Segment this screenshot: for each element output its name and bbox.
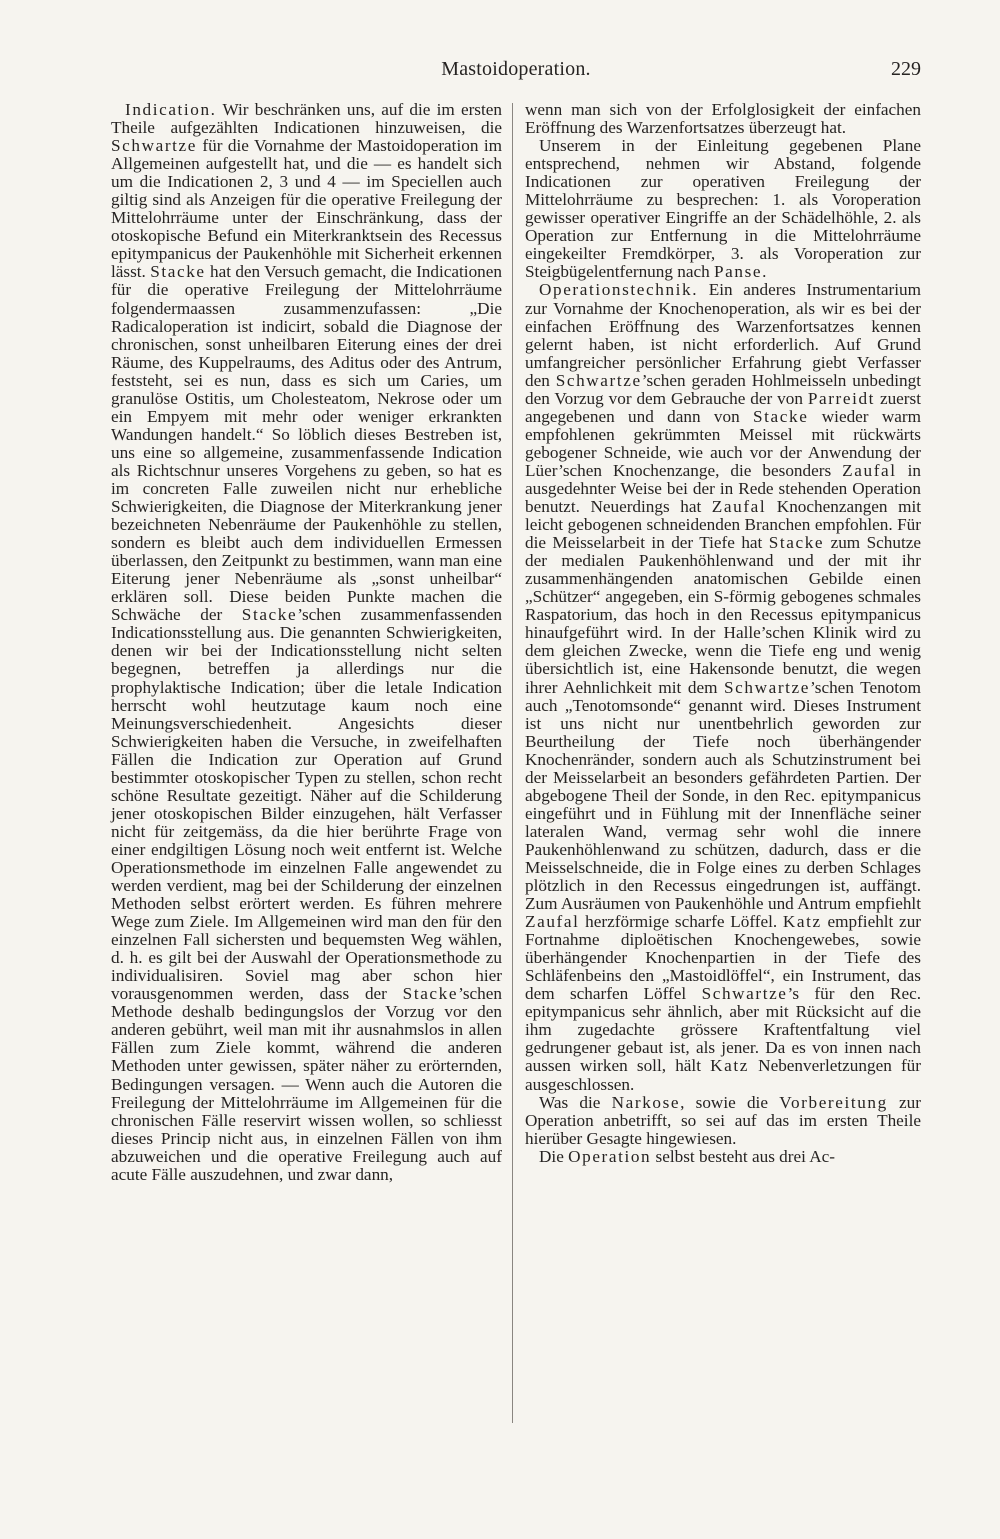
text-run: Nebenverletzungen für ausgeschlossen. <box>525 1056 921 1094</box>
column-divider <box>512 103 513 1423</box>
text-run: Ein anderes Instrumentarium zur Vornahme der Knochenoperation, als wir es bei der einfachen Eröffnung des Warzenfortsatzes kennen gelernt haben, ist nicht erforderlich. Auf Grund umfangreicher persönlicher Erfahrung giebt Verfasser den <box>525 280 921 390</box>
text-run: selbst besteht aus drei Ac- <box>651 1146 836 1166</box>
text-run: . <box>762 262 767 282</box>
section-heading-operationstechnik: Operationstechnik. <box>539 280 699 300</box>
text-run: , sowie die <box>680 1092 780 1112</box>
text-run: empfiehlt zur Fortnahme diploëtischen Knochengewebes, sowie überhängender Knochenpartien in der Tiefe des Schläfenbeins den „Mastoidlöffel“, ein Instrument, das dem scharfen Löffel <box>525 912 922 1004</box>
text-run: ’schen geraden Hohlmeisseln unbedingt den Vorzug vor dem Gebrauche der von <box>525 370 921 408</box>
text-run: in ausgedehnter Weise bei der in Rede stehenden Operation benutzt. Neuerdings hat <box>525 460 922 517</box>
text-run: wieder warm empfohlenen gekrümmten Meissel mit rückwärts gebogener Schneide, wie auch vor der Anwendung der Lüer’schen Knochenzange, die besonders <box>525 406 921 480</box>
paragraph-operationstechnik <box>525 281 921 1093</box>
author-name: Stacke <box>753 406 809 426</box>
text-run: Wir beschränken uns, auf die im ersten Theile aufgezählten Indicationen hinzuweisen, die <box>111 100 502 138</box>
author-name: Schwartze <box>555 370 642 390</box>
text-run: zur Operation anbetrifft, so sei auf das im ersten Theile hierüber Gesagte hingewiesen. <box>525 1092 921 1148</box>
running-head <box>111 58 921 84</box>
text-run: wenn man sich von der Erfolglosigkeit der einfachen Eröffnung des Warzenfortsatzes überzeugt hat. <box>525 100 921 138</box>
author-name: Stacke <box>241 605 298 625</box>
left-column <box>111 101 502 1184</box>
author-name: Zaufal <box>711 497 767 517</box>
text-run: herzförmige scharfe Löffel. <box>579 912 783 932</box>
text-run: ’s für den Rec. epitympanicus sehr ähnlich, aber mit Rücksicht auf die ihm zugedachte grössere Kraftentfaltung viel gedrungener gebaut ist, als jener. Da es von innen nach aussen wirken soll, hält <box>525 984 922 1076</box>
text-run: Was die <box>539 1092 612 1112</box>
text-run: zuerst angegebenen und dann von <box>525 388 921 426</box>
text-run: ’schen Tenotom auch „Tenotomsonde“ genannt wird. Dieses Instrument ist uns nicht nur unentbehrlich geworden zur Beurtheilung der Tiefe noch überhängender Knochenränder, sondern auch als Schutzinstrument bei der Meisselarbeit an besonders gefährdeten Partien. Der abgebogene Theil der Sonde, in den Rec. epitympanicus eingeführt und in Fühlung mit der Innenfläche seiner lateralen Wand, vermag sehr wohl die innere Paukenhöhlenwand zu schützen, dadurch, dass er die Meisselschneide, die in Folge eines zu derben Schlages plötzlich in den Recessus eingedrungen ist, auffängt. Zum Ausräumen von Paukenhöhle und Antrum empfiehlt <box>525 677 922 914</box>
author-name: Parreidt <box>807 388 876 408</box>
text-run: ’schen Methode deshalb bedingungslos der Vorzug vor den anderen gebührt, weil man mit ihr ausnahmslos in allen Fällen zum Ziele kommt, während die anderen Methoden unter gewissen, später näher zu erörternden, Bedingungen versagen. — Wenn auch die Autoren die Freilegung der Mittelohrräume im Allgemeinen für die chronischen Fälle reservirt wissen wollen, so schliesst dieses Princip nicht aus, in einzelnen Fällen von ihm abzuweichen und die operative Freilegung auch auf acute Fälle auszudehnen, und zwar dann, <box>111 984 502 1184</box>
author-name: Katz <box>782 912 822 932</box>
section-heading-indication: Indication. <box>125 100 217 119</box>
emphasis-term: Operation <box>568 1146 652 1166</box>
text-run: Knochenzangen mit leicht gebogenen schneidenden Branchen empfohlen. Für die Meisselarbeit in der Tiefe hat <box>525 497 921 553</box>
page-title: Mastoidoperation. <box>441 58 591 80</box>
author-name: Panse <box>714 262 763 282</box>
author-name: Zaufal <box>525 912 580 932</box>
text-run: ’schen zusammenfassenden Indicationsstellung aus. Die genannten Schwierigkeiten, denen wir bei der Indicationsstellung nicht selten begegnen, betreffen ja allerdings nur die prophylaktische Indication; über die letale Indication herrscht wohl heutzutage kaum noch eine Meinungsverschiedenheit. Angesichts dieser Schwierigkeiten haben die Versuche, in zweifelhaften Fällen die Indication zur Operation auf Grund bestimmter otoskopischer Typen zu stellen, schon recht schöne Resultate gezeitigt. Näher auf die Schilderung jener otoskopischen Bilder einzugehen, hält Verfasser nicht für zeitgemäss, da die hier berührte Frage von einer endgiltigen Lösung noch weit entfernt ist. Welche Operationsmethode im einzelnen Falle angewendet zu werden verdient, mag bei der Schilderung der einzelnen Methoden selbst erörtert werden. Es führen mehrere Wege zum Ziele. Im Allgemeinen wird man den für den einzelnen Fall sichersten und bequemsten Weg wählen, d. h. es gilt bei der Auswahl der Operationsmethode zu individualisiren. Soviel mag aber schon hier vorausgenommen werden, dass der <box>111 605 502 1004</box>
emphasis-term: Narkose <box>611 1092 681 1112</box>
author-name: Zaufal <box>842 460 897 480</box>
page-number: 229 <box>891 58 921 80</box>
paragraph-operation <box>525 1148 921 1166</box>
author-name: Stacke <box>768 533 825 553</box>
author-name: Stacke <box>150 262 206 282</box>
paragraph-plan <box>525 137 921 281</box>
author-name: Katz <box>710 1056 749 1076</box>
paragraph-continuation <box>525 101 921 137</box>
right-column <box>525 101 921 1166</box>
text-run: Die <box>539 1146 569 1166</box>
author-name: Schwartze <box>111 136 197 156</box>
emphasis-term: Vorbereitung <box>779 1092 888 1112</box>
text-run: zum Schutze der medialen Paukenhöhlenwand und der mit ihr zusammenhängenden anatomischen Gebilde einen „Schützer“ angegeben, ein S-förmig gebogenes schmales Raspatorium, das hoch in den Recessus epitympanicus hinaufgeführt wird. In der Halle’schen Klinik wird zu dem gleichen Zwecke, wenn die Tiefe eng und wenig übersichtlich ist, eine Hakensonde benutzt, die wegen ihrer Aehnlichkeit mit dem <box>525 533 922 697</box>
paragraph-narkose <box>525 1094 921 1148</box>
author-name: Schwartze <box>724 677 810 697</box>
author-name: Stacke <box>402 984 459 1004</box>
text-run: für die Vornahme der Mastoidoperation im Allgemeinen aufgestellt hat, und die — es handelt sich um die Indicationen 2, 3 und 4 — im Speciellen auch giltig sind als Anzeigen für die operative Freilegung der Mittelohrräume unter der Einschränkung, dass der otoskopische Befund ein Miterkranktsein des Recessus epitympanicus der Paukenhöhle mit Sicherheit erkennen lässt. <box>111 136 502 282</box>
text-run: hat den Versuch gemacht, die Indicationen für die operative Freilegung der Mittelohrräume folgendermaassen zusammenzufassen: „Die Radicaloperation ist indicirt, sobald die Diagnose der chronischen, sonst unheilbaren Eiterung eines der drei Räume, des Kuppelraums, des Aditus oder des Antrum, feststeht, sei es nun, dass es sich um Caries, um granulöse Ostitis, um Cholesteatom, Nekrose oder um ein Empyem mit mehr oder weniger erkrankten Wandungen handelt.“ So löblich dieses Bestreben ist, uns eine so allgemeine, zusammenfassende Indication als Richtschnur unseres Vorgehens zu geben, so hat es im concreten Falle zuweilen nicht nur erhebliche Schwierigkeiten, die Diagnose der Miterkrankung jener bezeichneten Nebenräume der Paukenhöhle zu stellen, sondern es bleibt auch dem individuellen Ermessen überlassen, den Zeitpunkt zu bestimmen, wann man eine Eiterung jener Nebenräume als „sonst unheilbar“ erklären soll. Diese beiden Punkte machen die Schwäche der <box>111 262 502 625</box>
text-run: Unserem in der Einleitung gegebenen Plane entsprechend, nehmen wir Abstand, folgende Indicationen zur operativen Freilegung der Mittelohrräume zu besprechen: 1. als Voroperation gewisser operativer Eingriffe an der Schädelhöhle, 2. als Operation zur Entfernung in die Mittelohrräume eingekeilter Fremdkörper, 3. als Voroperation zur Steigbügelentfernung nach <box>525 136 921 282</box>
author-name: Schwartze <box>701 984 788 1004</box>
paragraph-indication <box>111 101 502 1184</box>
